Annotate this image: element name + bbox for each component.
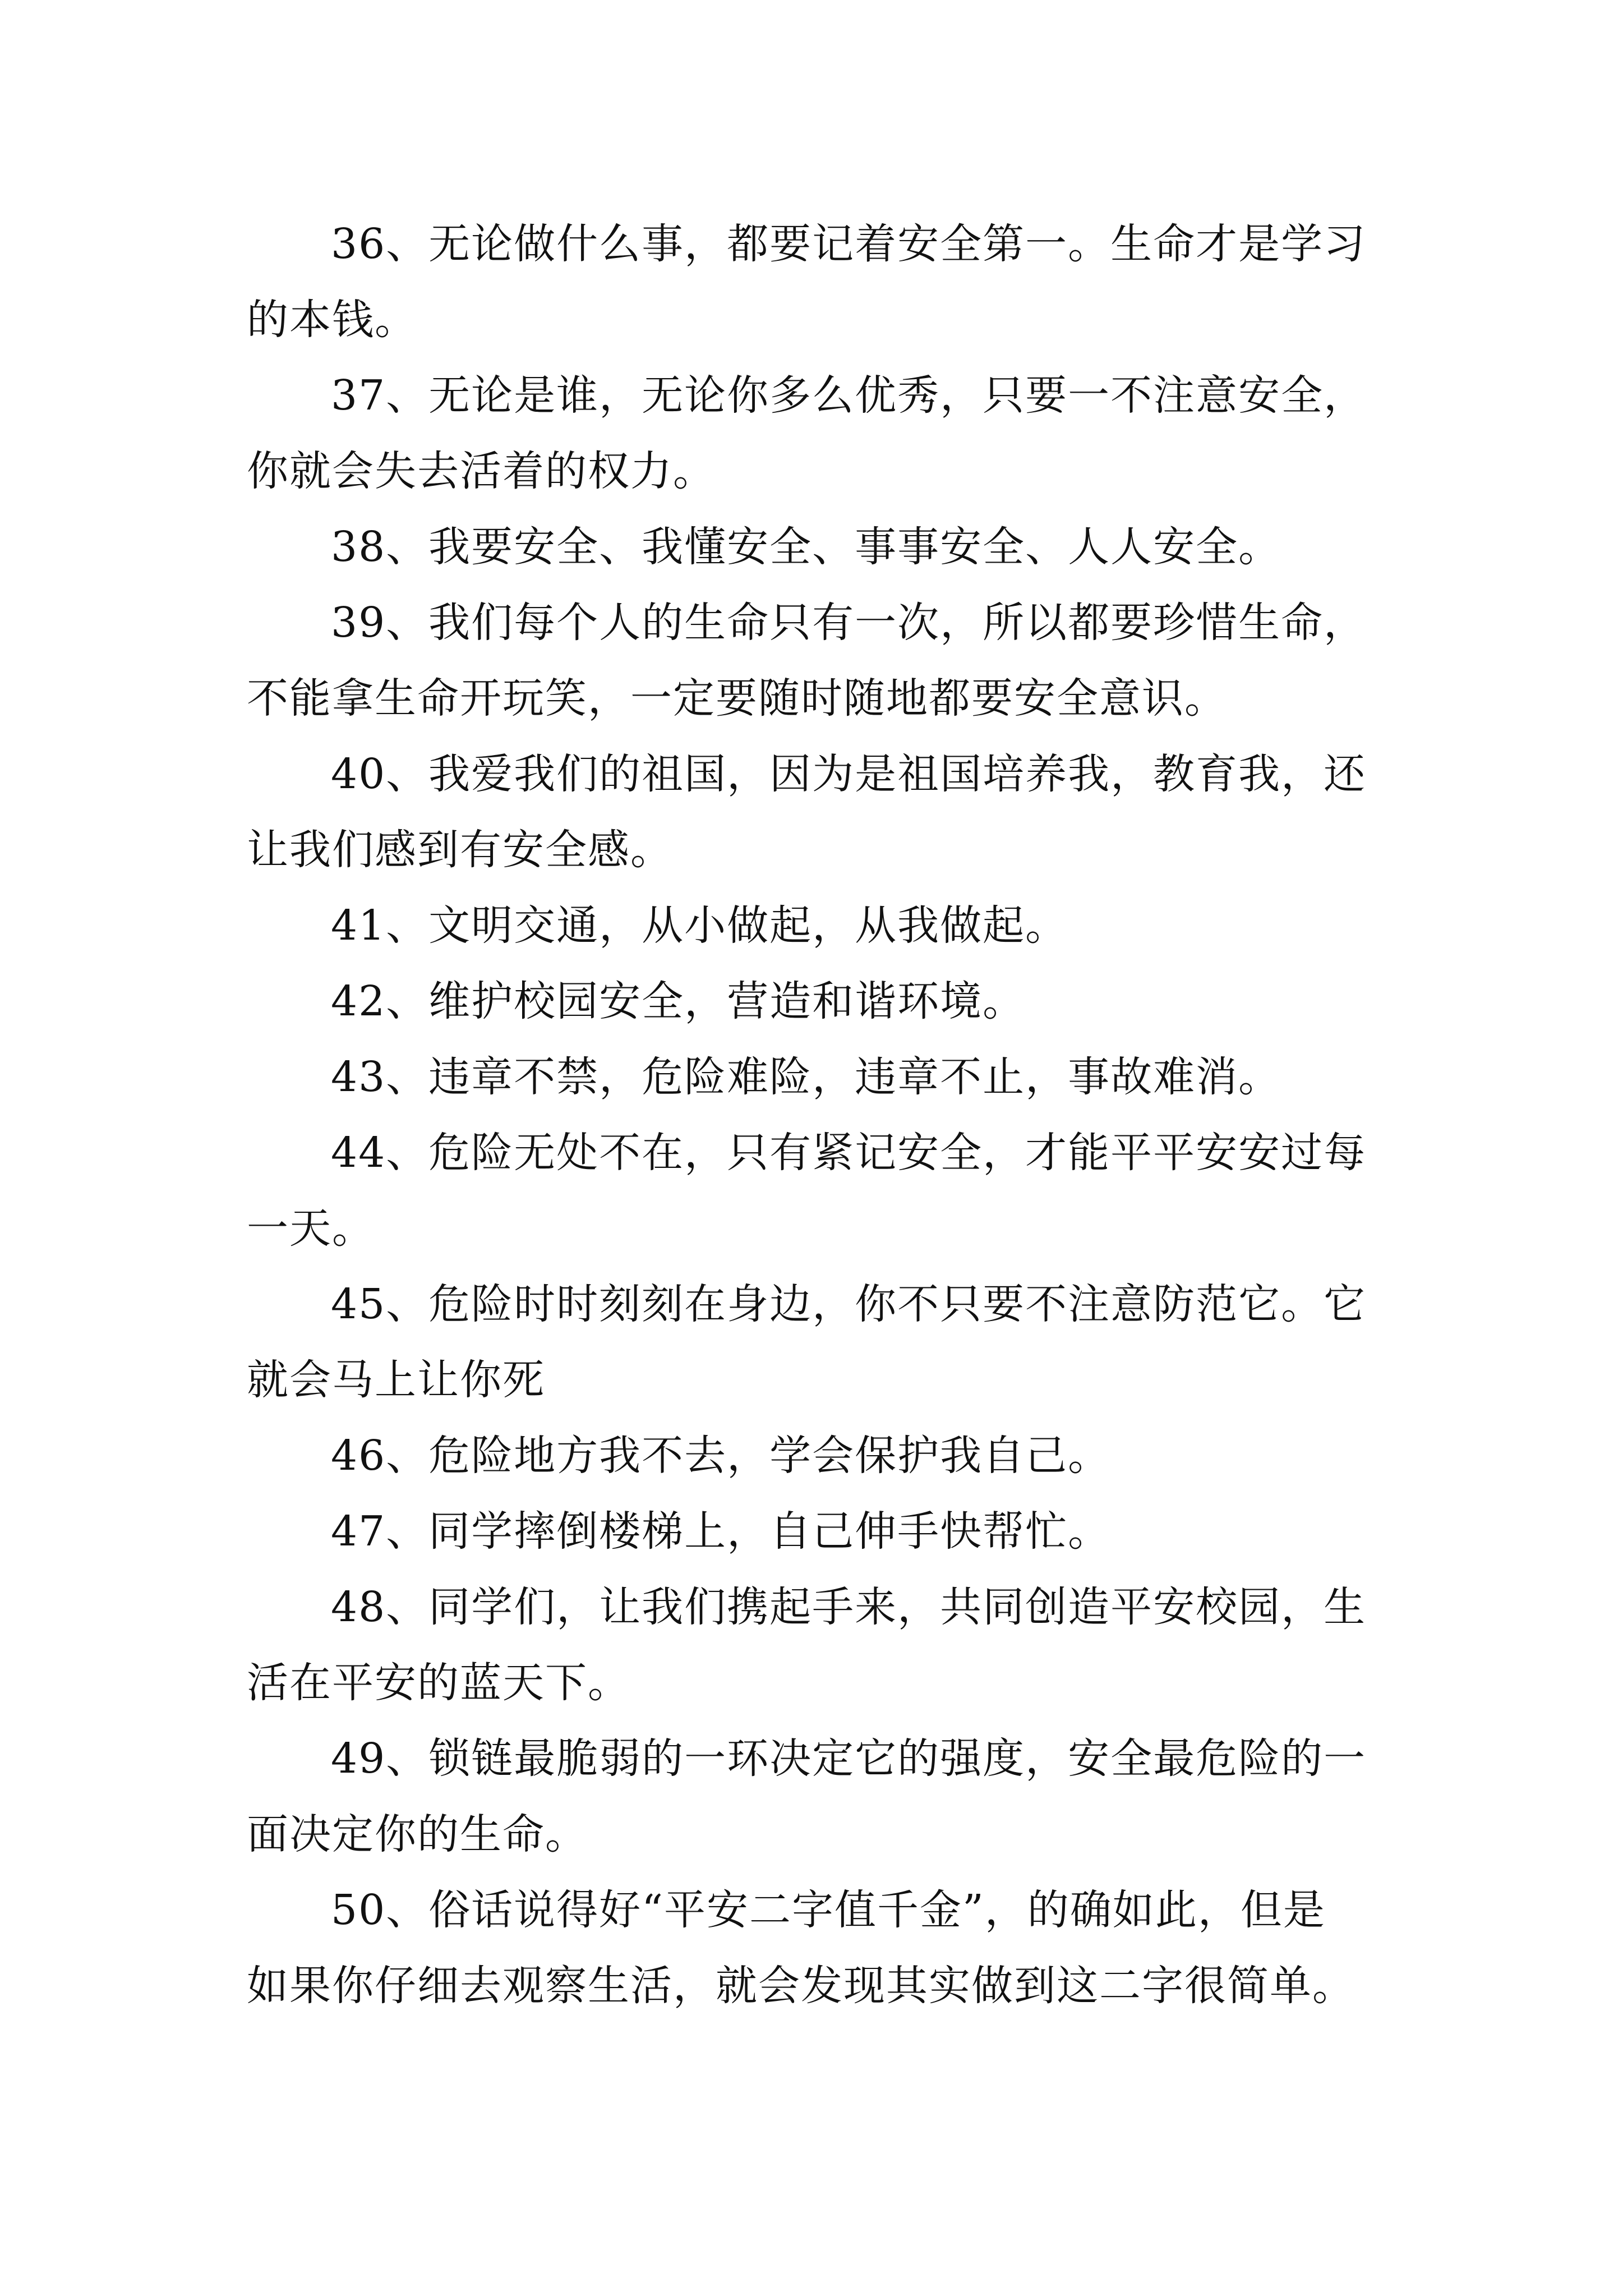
item-37-line-1: 37、无论是谁，无论你多么优秀，只要一不注意安全， — [331, 371, 1367, 420]
item-49-line-1: 49、锁链最脆弱的一环决定它的强度，安全最危险的一 — [331, 1734, 1367, 1783]
item-37-line-2: 你就会失去活着的权力。 — [247, 447, 716, 495]
item-50-line-1: 50、俗话说得好“平安二字值千金”，的确如此，但是 — [331, 1886, 1326, 1934]
item-47-line-1: 47、同学摔倒楼梯上，自己伸手快帮忙。 — [331, 1507, 1111, 1556]
item-43-line-1: 43、违章不禁，危险难险，违章不止，事故难消。 — [331, 1053, 1281, 1101]
item-40-line-2: 让我们感到有安全感。 — [247, 826, 673, 874]
item-50-line-2: 如果你仔细去观察生活，就会发现其实做到这二字很简单。 — [247, 1962, 1355, 2010]
item-44-line-1: 44、危险无处不在，只有紧记安全，才能平平安安过每 — [331, 1129, 1367, 1177]
item-45-line-1: 45、危险时时刻刻在身边，你不只要不注意防范它。它 — [331, 1280, 1367, 1328]
item-42-line-1: 42、维护校园安全，营造和谐环境。 — [331, 977, 1026, 1025]
item-48-line-1: 48、同学们，让我们携起手来，共同创造平安校园，生 — [331, 1583, 1367, 1631]
item-36-line-2: 的本钱。 — [247, 296, 417, 344]
item-49-line-2: 面决定你的生命。 — [247, 1810, 588, 1858]
item-41-line-1: 41、文明交通，从小做起，从我做起。 — [331, 901, 1068, 950]
item-45-line-2: 就会马上让你死 — [247, 1356, 545, 1404]
item-36-line-1: 36、无论做什么事，都要记着安全第一。生命才是学习 — [331, 220, 1367, 268]
item-38-line-1: 38、我要安全、我懂安全、事事安全、人人安全。 — [331, 523, 1281, 571]
item-39-line-2: 不能拿生命开玩笑，一定要随时随地都要安全意识。 — [247, 674, 1227, 723]
item-40-line-1: 40、我爱我们的祖国，因为是祖国培养我，教育我，还 — [331, 750, 1367, 798]
item-46-line-1: 46、危险地方我不去，学会保护我自己。 — [331, 1432, 1111, 1480]
item-44-line-2: 一天。 — [247, 1204, 375, 1253]
item-39-line-1: 39、我们每个人的生命只有一次，所以都要珍惜生命， — [331, 599, 1367, 647]
item-48-line-2: 活在平安的蓝天下。 — [247, 1659, 630, 1707]
